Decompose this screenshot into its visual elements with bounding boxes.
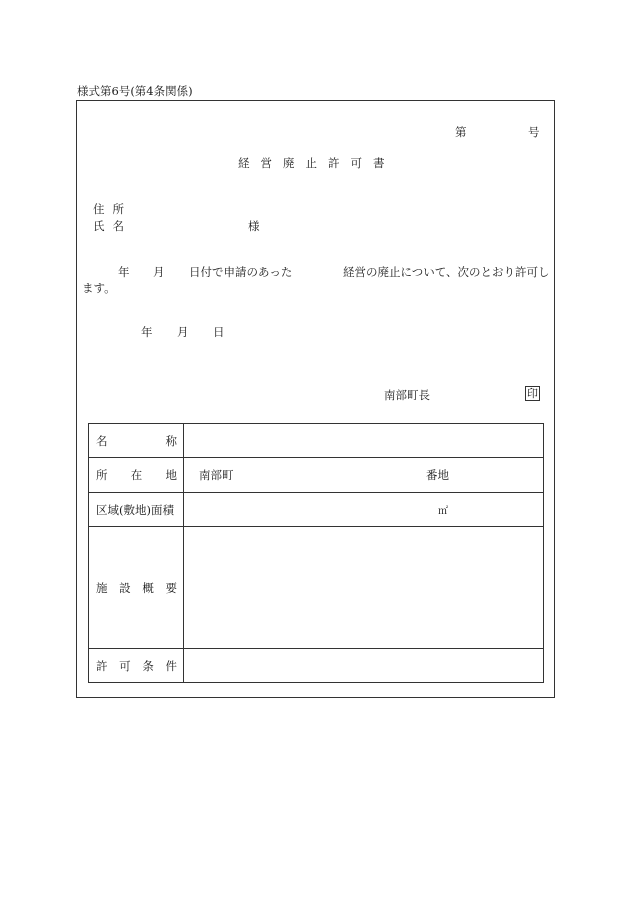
permit-number-prefix: 第 bbox=[455, 125, 467, 139]
label-char: 要 bbox=[165, 580, 177, 595]
table-row-location bbox=[89, 458, 544, 493]
label-text: 区域(敷地)面積 bbox=[96, 502, 174, 517]
row-value bbox=[184, 493, 544, 527]
area-unit: ㎡ bbox=[438, 506, 448, 517]
body-month: 月 bbox=[153, 265, 165, 279]
label-char: 名 bbox=[96, 433, 108, 448]
label-char: 可 bbox=[119, 658, 131, 673]
row-value bbox=[184, 458, 544, 493]
body-text-mid: 日付で申請のあった bbox=[189, 265, 293, 279]
row-value bbox=[184, 527, 544, 649]
table-row-name bbox=[89, 424, 544, 458]
document-title: 経営廃止許可書 bbox=[238, 156, 396, 170]
date-year: 年 bbox=[141, 325, 153, 339]
table-row-conditions bbox=[89, 649, 544, 683]
body-year: 年 bbox=[118, 265, 130, 279]
label-char: 在 bbox=[130, 468, 143, 482]
label-char: 許 bbox=[96, 658, 108, 673]
location-suffix: 番地 bbox=[426, 468, 449, 482]
form-number: 様式第6号(第4条関係) bbox=[77, 84, 193, 98]
row-label bbox=[89, 527, 184, 649]
label-char: 称 bbox=[165, 433, 177, 448]
honorific: 様 bbox=[248, 219, 260, 233]
row-label bbox=[89, 424, 184, 458]
seal-mark: 印 bbox=[527, 387, 538, 400]
label-char: 条 bbox=[142, 658, 154, 673]
permit-number-suffix: 号 bbox=[528, 125, 540, 139]
row-label bbox=[89, 493, 184, 527]
row-value bbox=[184, 649, 544, 683]
table-row-area bbox=[89, 493, 544, 527]
label-char: 施 bbox=[96, 580, 108, 595]
date-day: 日 bbox=[213, 325, 225, 339]
label-char: 件 bbox=[165, 658, 177, 673]
address-label: 住所 bbox=[93, 202, 132, 216]
table-row-facility bbox=[89, 527, 544, 649]
info-table bbox=[88, 423, 544, 683]
row-value bbox=[184, 424, 544, 458]
label-char: 地 bbox=[165, 468, 177, 482]
label-char: 所 bbox=[96, 468, 108, 482]
row-label bbox=[89, 649, 184, 683]
name-label: 氏名 bbox=[93, 219, 132, 233]
row-label bbox=[89, 458, 184, 493]
body-text-end: 経営の廃止について、次のとおり許可し bbox=[343, 265, 550, 279]
location-town: 南部町 bbox=[199, 468, 234, 482]
body-text-line2: ます。 bbox=[82, 281, 116, 295]
label-char: 設 bbox=[119, 580, 131, 595]
date-month: 月 bbox=[177, 325, 189, 339]
issuer-title: 南部町長 bbox=[384, 388, 430, 402]
label-char: 概 bbox=[142, 580, 154, 595]
